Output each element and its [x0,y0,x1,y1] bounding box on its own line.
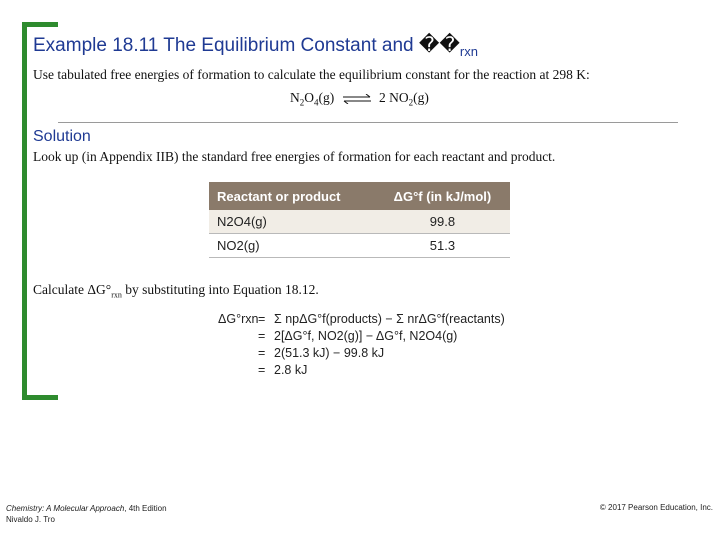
problem-statement: Use tabulated free energies of formation to calculate the equilibrium constant for the reaction at 298 K: [33,67,590,82]
free-energy-equation [218,312,505,380]
header-reactant-or-product: Reactant or product [209,182,375,210]
reactant-sub-2: 4 [314,97,319,108]
calc-subscript: rxn [111,290,122,300]
reaction-equation [290,90,429,108]
footer-author: Nivaldo J. Tro [6,515,55,524]
reactant-n: N [290,90,300,105]
reactant-state: (g) [318,90,335,105]
row-value: 51.3 [375,234,510,258]
product-sub: 2 [408,97,414,108]
product-no: 2 NO [379,90,409,105]
footer-citation [6,503,167,525]
title-symbol-glyph: �� [418,34,460,56]
equation-equals: = [258,312,266,326]
equation-lhs [218,329,258,346]
lookup-instruction: Look up (in Appendix IIB) the standard free energies of formation for each reactant and product. [33,149,556,164]
product-state: (g) [413,90,429,105]
row-species: NO2(g) [209,234,375,258]
title-text: Example 18.11 The Equilibrium Constant and [33,35,419,56]
equation-lhs: ΔG°rxn [218,312,259,326]
equation-equals: = [258,363,266,377]
title-subscript: rxn [459,43,478,59]
equation-lhs [218,346,258,363]
calculate-instruction [33,282,319,300]
equation-line [218,312,505,329]
calc-prefix: Calculate ΔG° [33,282,112,297]
reactant-sub-1: 2 [299,97,305,108]
slide-title [33,32,478,59]
equation-rhs: 2(51.3 kJ) − 99.8 kJ [274,346,385,360]
equation-line [218,329,505,346]
calc-suffix: by substituting into Equation 18.12. [121,282,319,297]
equation-line [218,363,505,380]
footer-copyright: © 2017 Pearson Education, Inc. [599,503,713,512]
equation-line [218,346,505,363]
footer-book-title: Chemistry: A Molecular Approach [6,504,125,513]
footer-edition: , 4th Edition [124,504,167,513]
table-row [209,234,510,258]
reactant-o: O [304,90,314,105]
header-free-energy: ΔG°f (in kJ/mol) [375,182,510,210]
table-header-row [209,182,510,210]
equation-rhs: 2.8 kJ [274,363,308,377]
equation-equals: = [258,346,266,360]
equation-rhs: Σ npΔG°f(products) − Σ nrΔG°f(reactants) [274,312,505,326]
solution-heading: Solution [33,128,91,145]
equation-rhs: 2[ΔG°f, NO2(g)] − ΔG°f, N2O4(g) [274,329,458,343]
equation-lhs [218,363,258,380]
table-row [209,210,510,234]
equation-equals: = [258,329,266,343]
row-species: N2O4(g) [209,210,375,234]
free-energy-table [209,182,510,258]
equilibrium-arrow-icon [342,94,372,104]
row-value: 99.8 [375,210,510,234]
section-divider [58,122,678,123]
